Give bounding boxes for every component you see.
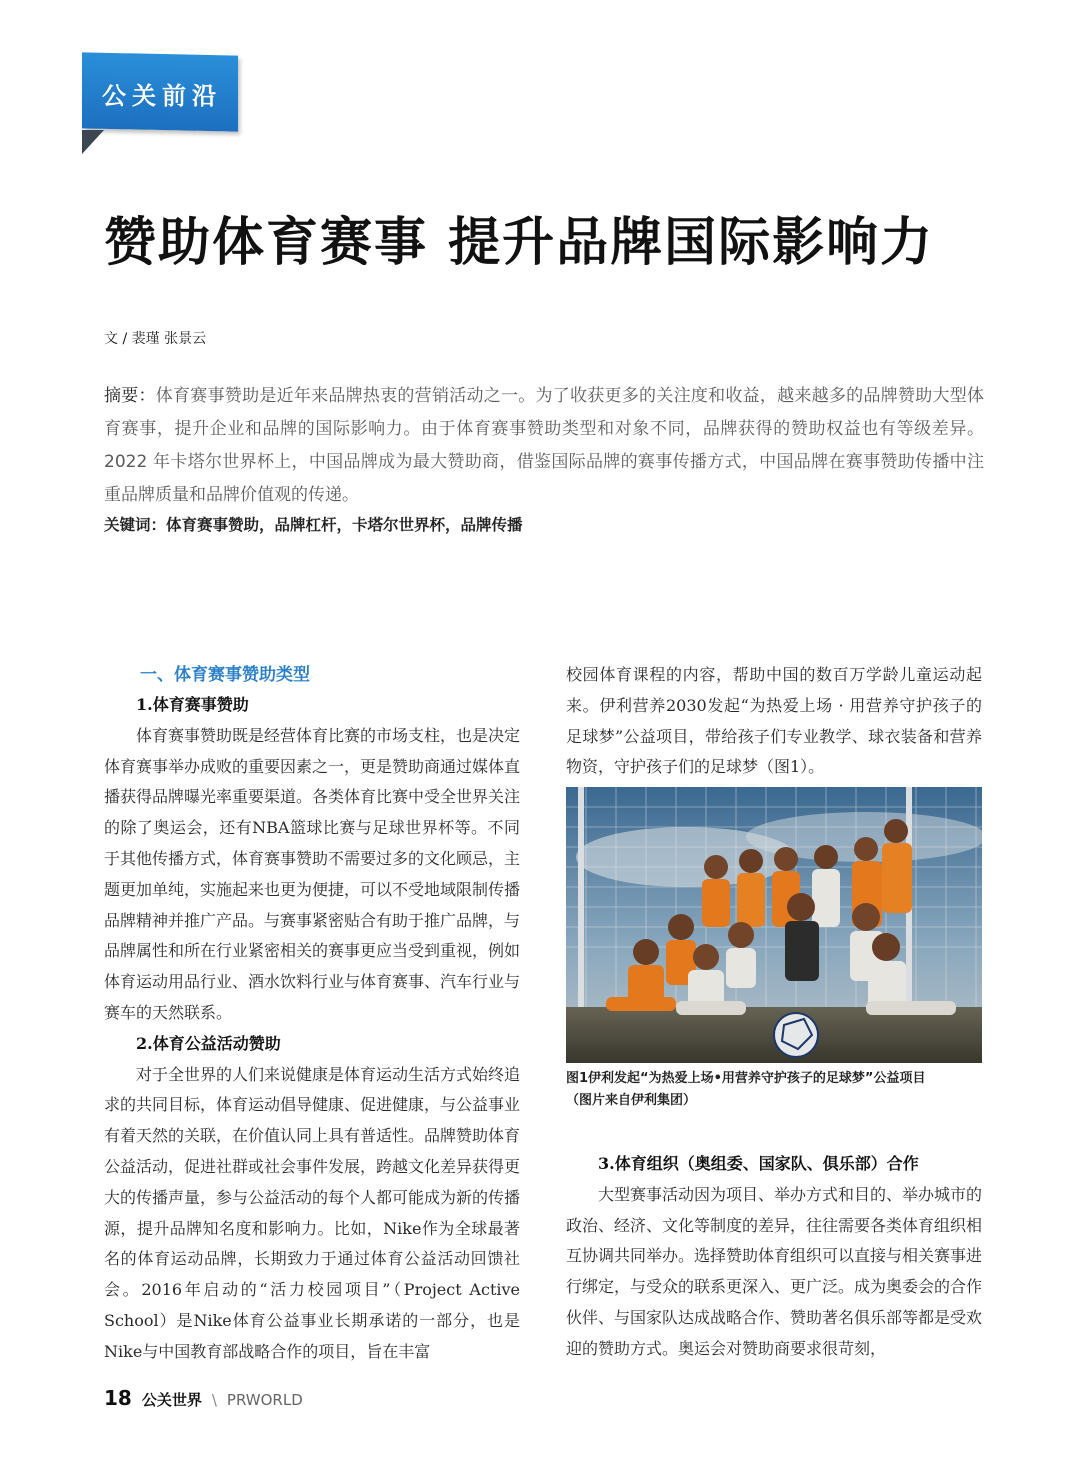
section-tag <box>82 54 238 154</box>
abstract <box>104 380 984 512</box>
abstract-label: 摘要： <box>104 386 156 406</box>
paragraph-3: 大型赛事活动因为项目、举办方式和目的、举办城市的政治、经济、文化等制度的差异，往往需要各类体育组织相互协调共同举办。选择赞助体育组织可以直接与相关赛事进行绑定，与受众的联系更深入、更广泛。成为奥委会的合作伙伴、与国家队达成战略合作、赞助著名俱乐部等都是受欢迎的赞助方式。奥运会对赞助商要求很苛刻， <box>566 1184 983 1358</box>
paragraph-continued: 校园体育课程的内容，帮助中国的数百万学龄儿童运动起来。伊利营养2030发起“为热爱上场 · 用营养守护孩子的足球梦”公益项目，带给孩子们专业教学、球衣装备和营养物资，守护孩子们的足球梦（图1）。 <box>566 665 982 777</box>
caption-line-2: （图片来自伊利集团） <box>566 1093 697 1108</box>
subheading-3: 3.体育组织（奥组委、国家队、俱乐部）合作 <box>598 1154 919 1173</box>
paragraph-2: 对于全世界的人们来说健康是体育运动生活方式始终追求的共同目标，体育运动倡导健康、促进健康，与公益事业有着天然的关联，在价值认同上具有普适性。品牌赞助体育公益活动，促进社群或社会事件发展，跨越文化差异获得更大的传播声量，参与公益活动的每个人都可能成为新的传播源，提升品牌知名度和影响力。比如，Nike作为全球最著名的体育运动品牌，长期致力于通过体育公益活动回馈社会。2016年启动的“活力校园项目”（Project Active School）是Nike体育公益事业长期承诺的一部分，也是Nike与中国教育部战略合作的项目，旨在丰富 <box>104 1064 521 1361</box>
section-tag-label: 公关前沿 <box>102 82 222 110</box>
magazine-english-name: PRWORLD <box>226 1391 303 1409</box>
caption-line-1: 图1伊利发起“为热爱上场•用营养守护孩子的足球梦”公益项目 <box>566 1071 926 1086</box>
left-column <box>104 660 520 1368</box>
section-tag-fold <box>82 130 104 154</box>
page-number: 18 <box>104 1386 132 1410</box>
right-column-bottom <box>566 1149 982 1365</box>
subheading-1: 1.体育赛事赞助 <box>136 695 249 714</box>
right-column-top <box>566 660 982 783</box>
football-kids-photo <box>566 787 982 1063</box>
article-author: 文 / 裴瑾 张景云 <box>104 331 207 347</box>
photo-caption <box>566 1068 986 1112</box>
subheading-2: 2.体育公益活动赞助 <box>136 1033 281 1053</box>
footer-separator: \ <box>211 1391 217 1409</box>
article-title: 赞助体育赛事 提升品牌国际影响力 <box>104 212 935 273</box>
section-heading: 一、体育赛事赞助类型 <box>140 665 310 685</box>
keywords: 关键词：体育赛事赞助，品牌杠杆，卡塔尔世界杯，品牌传播 <box>104 515 523 534</box>
magazine-name: 公关世界 <box>141 1391 202 1409</box>
paragraph-1: 体育赛事赞助既是经营体育比赛的市场支柱，也是决定体育赛事举办成败的重要因素之一，更是赞助商通过媒体直播获得品牌曝光率重要渠道。各类体育比赛中受全世界关注的除了奥运会，还有NBA篮球比赛与足球世界杯等。不同于其他传播方式，体育赛事赞助不需要过多的文化顾忌，主题更加单纯，实施起来也更为便捷，可以不受地域限制传播品牌精神并推广产品。与赛事紧密贴合有助于推广品牌，与品牌属性和所在行业紧密相关的赛事更应当受到重视，例如体育运动用品行业、酒水饮料行业与体育赛事、汽车行业与赛车的天然联系。 <box>104 725 521 1022</box>
abstract-text: 体育赛事赞助是近年来品牌热衷的营销活动之一。为了收获更多的关注度和收益，越来越多的品牌赞助大型体育赛事，提升企业和品牌的国际影响力。由于体育赛事赞助类型和对象不同，品牌获得的赞助权益也有等级差异。2022 年卡塔尔世界杯上，中国品牌成为最大赞助商，借鉴国际品牌的赛事传播方式，中国品牌在赛事赞助传播中注重品牌质量和品牌价值观的传递。 <box>104 386 984 505</box>
photo-illustration <box>566 787 982 1063</box>
page-footer <box>104 1386 303 1410</box>
